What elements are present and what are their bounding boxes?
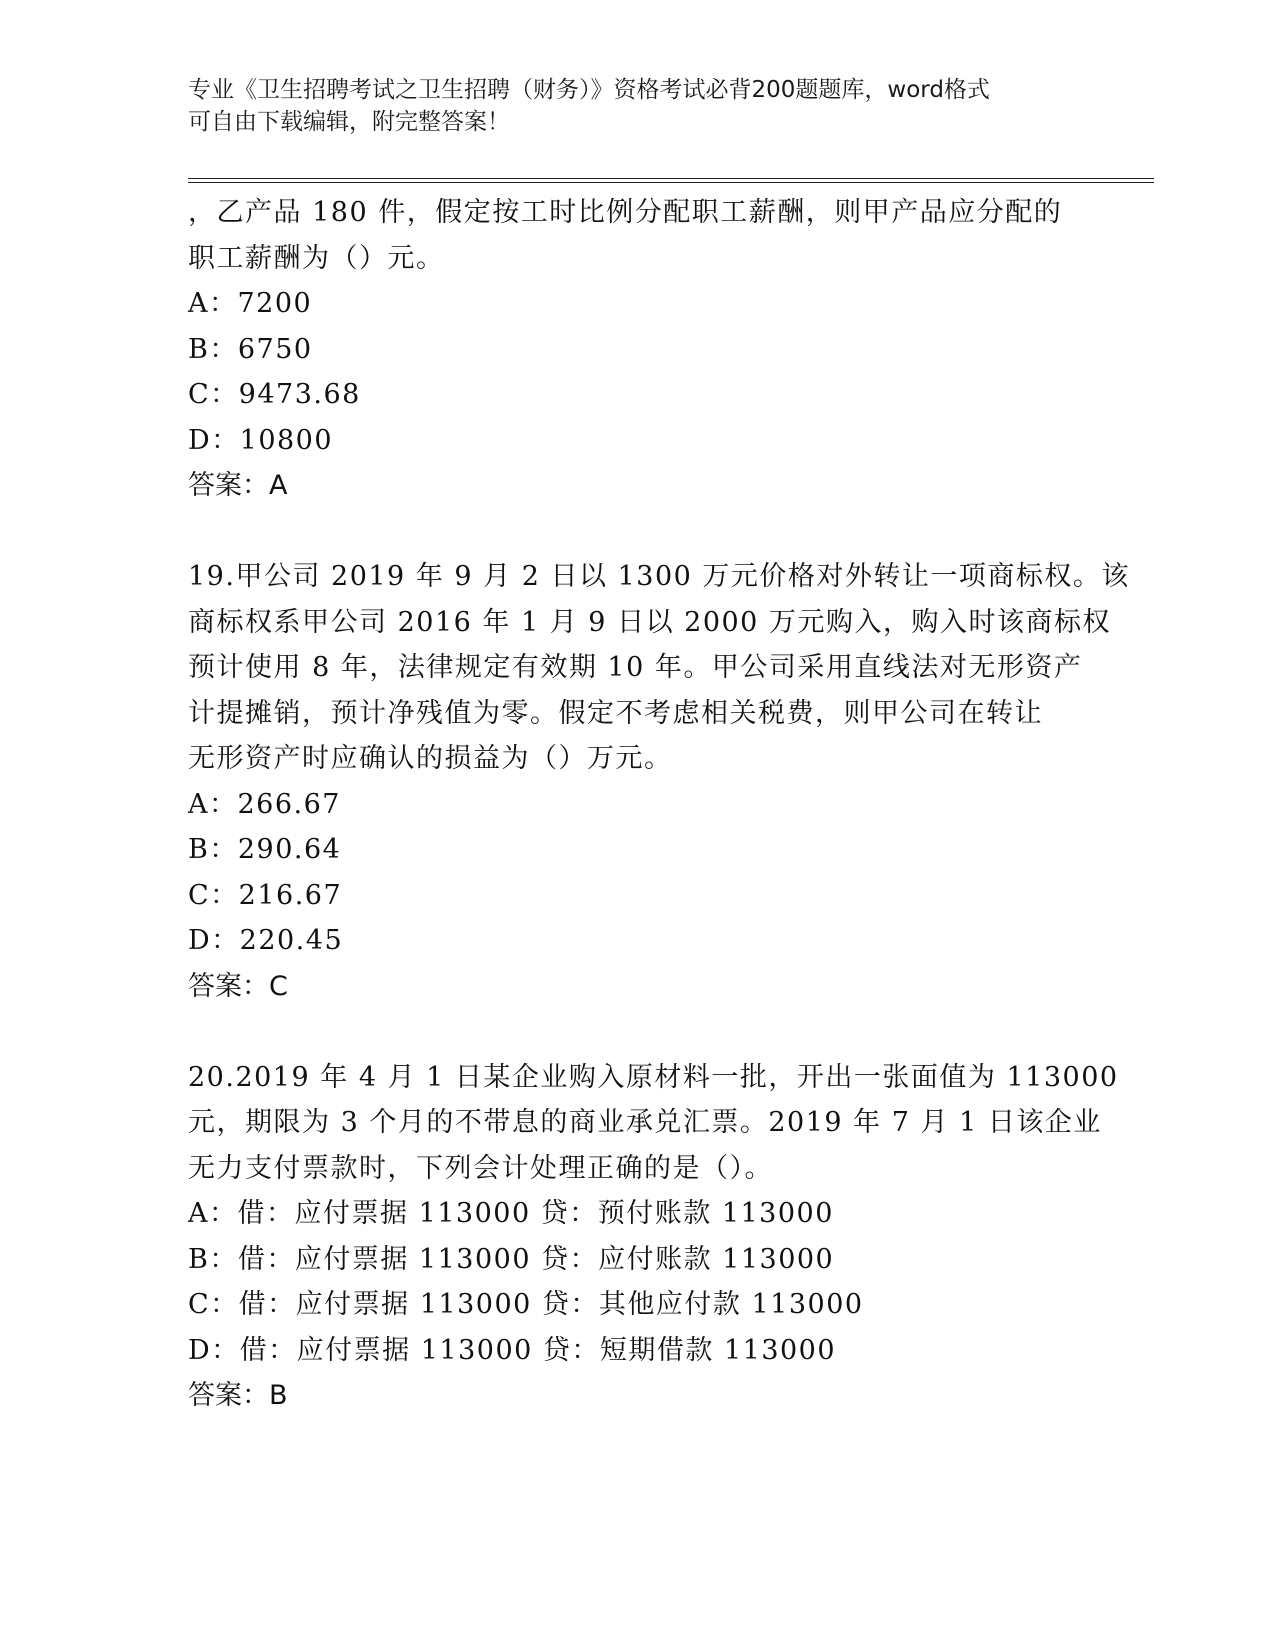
- question-stem-line: 计提摊销，预计净残值为零。假定不考虑相关税费，则甲公司在转让: [188, 697, 1043, 729]
- header-title-line-2: 可自由下载编辑，附完整答案！: [188, 109, 510, 135]
- spacer: [188, 1009, 1088, 1055]
- option-b: B：6750: [188, 333, 313, 365]
- answer-line: 答案：B: [188, 1380, 288, 1411]
- option-b: B：借：应付票据 113000 贷：应付账款 113000: [188, 1243, 835, 1275]
- header-divider: [188, 178, 1154, 183]
- header-title-line-1: 专业《卫生招聘考试之卫生招聘（财务）》资格考试必背200题题库，word格式: [188, 77, 990, 103]
- spacer: [188, 509, 1088, 555]
- question-stem-line: 职工薪酬为（）元。: [188, 242, 445, 274]
- option-c: C：216.67: [188, 879, 343, 911]
- question-19: [188, 554, 1130, 1009]
- question-stem-line: 无力支付票款时，下列会计处理正确的是（）。: [188, 1152, 773, 1184]
- question-stem-line: ，乙产品 180 件，假定按工时比例分配职工薪酬，则甲产品应分配的: [188, 197, 1063, 228]
- option-a: A：7200: [188, 288, 313, 319]
- question-stem-line: 商标权系甲公司 2016 年 1 月 9 日以 2000 万元购入，购入时该商标权: [188, 606, 1111, 638]
- question-stem-line: 20.2019 年 4 月 1 日某企业购入原材料一批，开出一张面值为 113000: [188, 1061, 1119, 1093]
- option-d: D：220.45: [188, 925, 344, 956]
- option-c: C：借：应付票据 113000 贷：其他应付款 113000: [188, 1289, 864, 1320]
- question-stem-line: 19.甲公司 2019 年 9 月 2 日以 1300 万元价格对外转让一项商标权。该: [188, 561, 1130, 592]
- document-header: [188, 74, 1068, 138]
- option-d: D：借：应付票据 113000 贷：短期借款 113000: [188, 1334, 837, 1366]
- answer-line: 答案：C: [188, 970, 288, 1002]
- option-a: A：借：应付票据 113000 贷：预付账款 113000: [188, 1198, 834, 1229]
- option-a: A：266.67: [188, 788, 341, 820]
- question-list: [188, 190, 1130, 1419]
- answer-line: 答案：A: [188, 470, 288, 501]
- question-18: [188, 190, 1088, 509]
- question-stem-line: 预计使用 8 年，法律规定有效期 10 年。甲公司采用直线法对无形资产: [188, 652, 1083, 683]
- question-stem-line: 无形资产时应确认的损益为（）万元。: [188, 743, 673, 774]
- question-20: [188, 1055, 1119, 1419]
- option-b: B：290.64: [188, 834, 342, 865]
- question-stem-line: 元，期限为 3 个月的不带息的商业承兑汇票。2019 年 7 月 1 日该企业: [188, 1107, 1102, 1138]
- option-d: D：10800: [188, 424, 334, 456]
- option-c: C：9473.68: [188, 379, 361, 410]
